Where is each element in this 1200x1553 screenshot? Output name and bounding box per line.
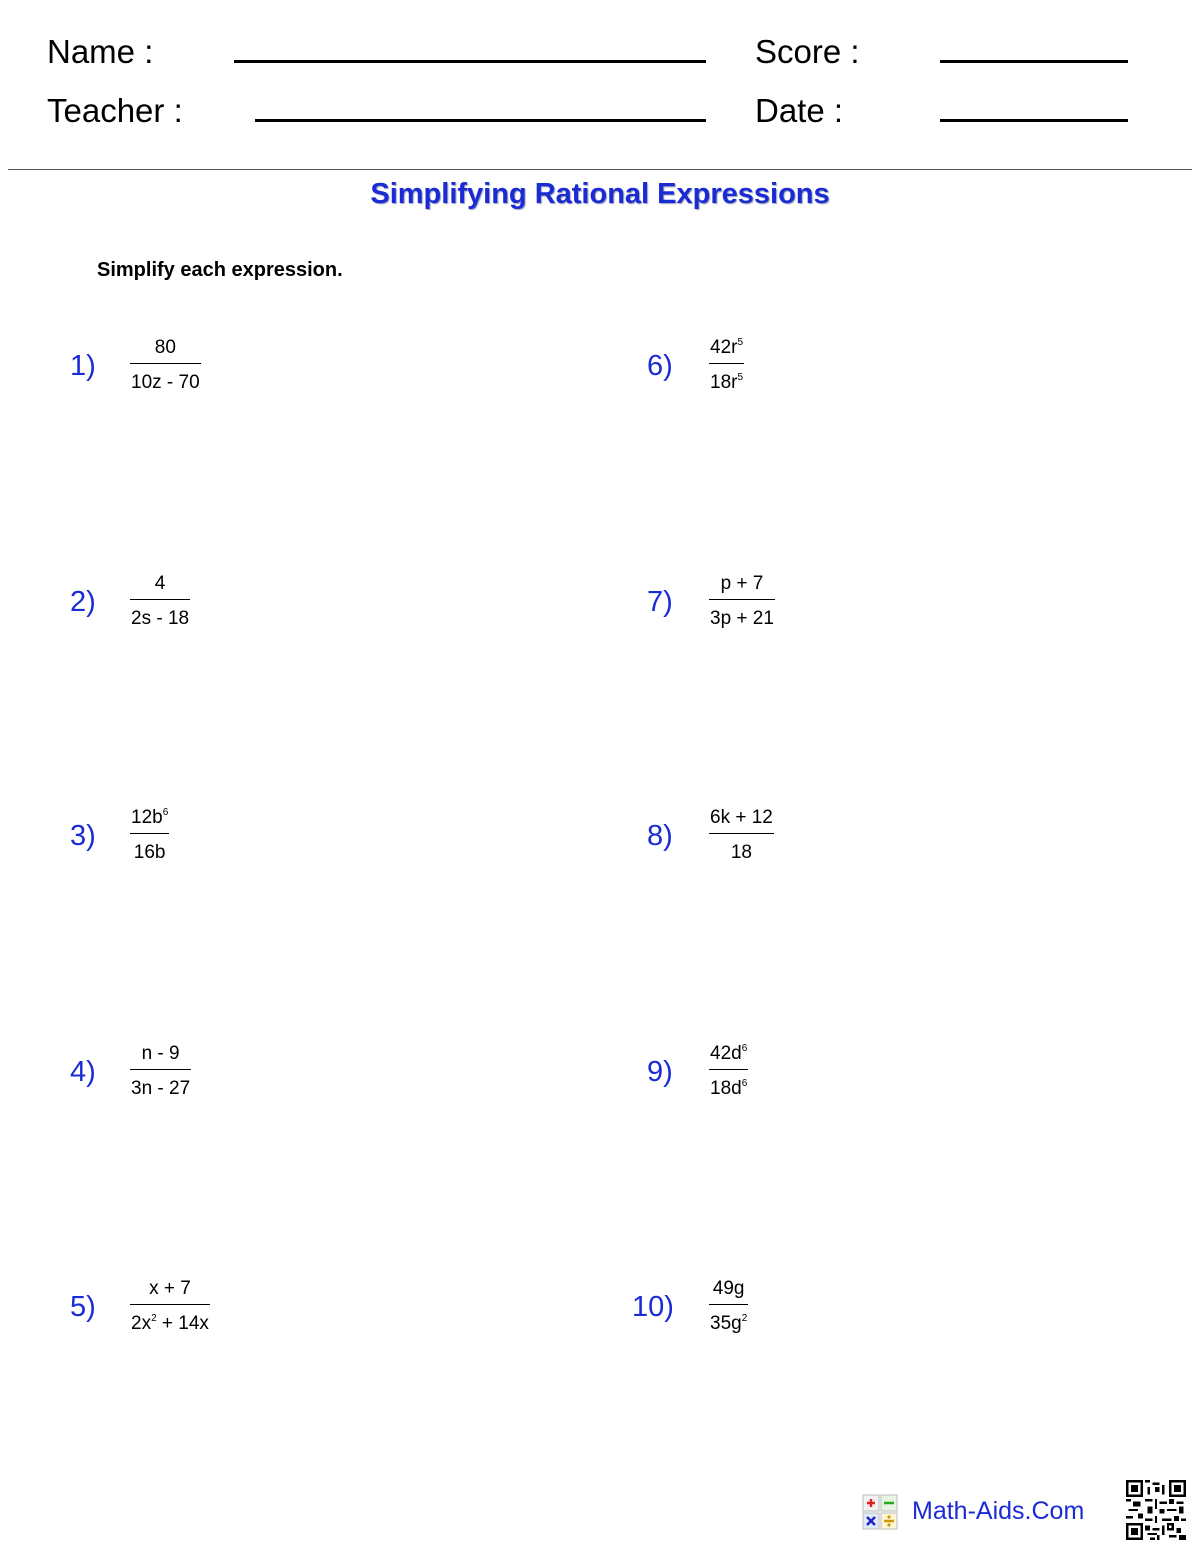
numerator: n - 9 xyxy=(130,1044,191,1070)
score-line[interactable] xyxy=(940,60,1128,63)
numerator: 4 xyxy=(130,574,190,600)
numerator: 49g xyxy=(709,1279,748,1305)
problem-number: 4) xyxy=(70,1056,96,1088)
problem-number: 10) xyxy=(632,1291,674,1323)
fraction xyxy=(709,1044,748,1098)
denominator xyxy=(130,1305,210,1333)
denominator-rest: + 14x xyxy=(156,1313,209,1334)
site-link[interactable]: Math-Aids.Com xyxy=(912,1497,1085,1525)
problem-number: 7) xyxy=(647,586,673,618)
fraction xyxy=(130,1279,210,1333)
denominator-exponent: 2 xyxy=(151,1313,157,1324)
fraction xyxy=(709,574,775,628)
header-divider xyxy=(8,169,1192,170)
fraction xyxy=(709,808,774,862)
numerator-exponent: 6 xyxy=(162,807,169,818)
numerator-base: 42d xyxy=(710,1043,742,1064)
score-label: Score : xyxy=(755,33,860,70)
problem-number: 3) xyxy=(70,820,96,852)
date-label: Date : xyxy=(755,92,844,129)
denominator-base: 18r xyxy=(710,372,738,393)
numerator xyxy=(709,1044,748,1070)
problem-number: 9) xyxy=(647,1056,673,1088)
problem-number: 1) xyxy=(70,350,96,382)
denominator-base: 35g xyxy=(710,1313,742,1334)
denominator: 18 xyxy=(730,842,752,863)
denominator: 2s - 18 xyxy=(131,608,190,629)
fraction xyxy=(130,574,190,628)
denominator-base: 18d xyxy=(710,1078,742,1099)
fraction xyxy=(130,1044,191,1098)
numerator-base: 42r xyxy=(710,337,738,358)
denominator: 3p + 21 xyxy=(710,608,774,629)
numerator-base: 12b xyxy=(131,807,163,828)
instructions: Simplify each expression. xyxy=(97,259,343,281)
numerator-exponent: 6 xyxy=(741,1043,748,1054)
numerator: 80 xyxy=(130,338,201,364)
denominator: 10z - 70 xyxy=(131,372,200,393)
numerator: x + 7 xyxy=(130,1279,210,1305)
qr-code-icon xyxy=(1126,1480,1186,1540)
numerator: p + 7 xyxy=(709,574,775,600)
problem-number: 5) xyxy=(70,1291,96,1323)
math-aids-logo-icon xyxy=(862,1494,898,1530)
denominator-exponent: 5 xyxy=(737,372,744,383)
name-line[interactable] xyxy=(234,60,706,63)
problem-number: 8) xyxy=(647,820,673,852)
teacher-label: Teacher : xyxy=(47,92,183,129)
denominator xyxy=(709,364,744,392)
denominator-exponent: 6 xyxy=(741,1078,748,1089)
numerator xyxy=(130,808,169,834)
problem-number: 2) xyxy=(70,586,96,618)
fraction xyxy=(709,1279,748,1333)
numerator-exponent: 5 xyxy=(737,337,744,348)
denominator: 3n - 27 xyxy=(131,1078,191,1099)
numerator: 6k + 12 xyxy=(709,808,774,834)
numerator xyxy=(709,338,744,364)
denominator xyxy=(709,1305,748,1333)
problem-number: 6) xyxy=(647,350,673,382)
fraction xyxy=(130,338,201,392)
denominator-exponent: 2 xyxy=(741,1313,748,1324)
denominator: 16b xyxy=(133,842,166,863)
date-line[interactable] xyxy=(940,119,1128,122)
fraction xyxy=(130,808,169,862)
teacher-line[interactable] xyxy=(255,119,706,122)
denominator xyxy=(709,1070,748,1098)
denominator-base: 2x xyxy=(131,1313,152,1334)
fraction xyxy=(709,338,744,392)
page-title: Simplifying Rational Expressions xyxy=(370,178,830,210)
name-label: Name : xyxy=(47,33,154,70)
